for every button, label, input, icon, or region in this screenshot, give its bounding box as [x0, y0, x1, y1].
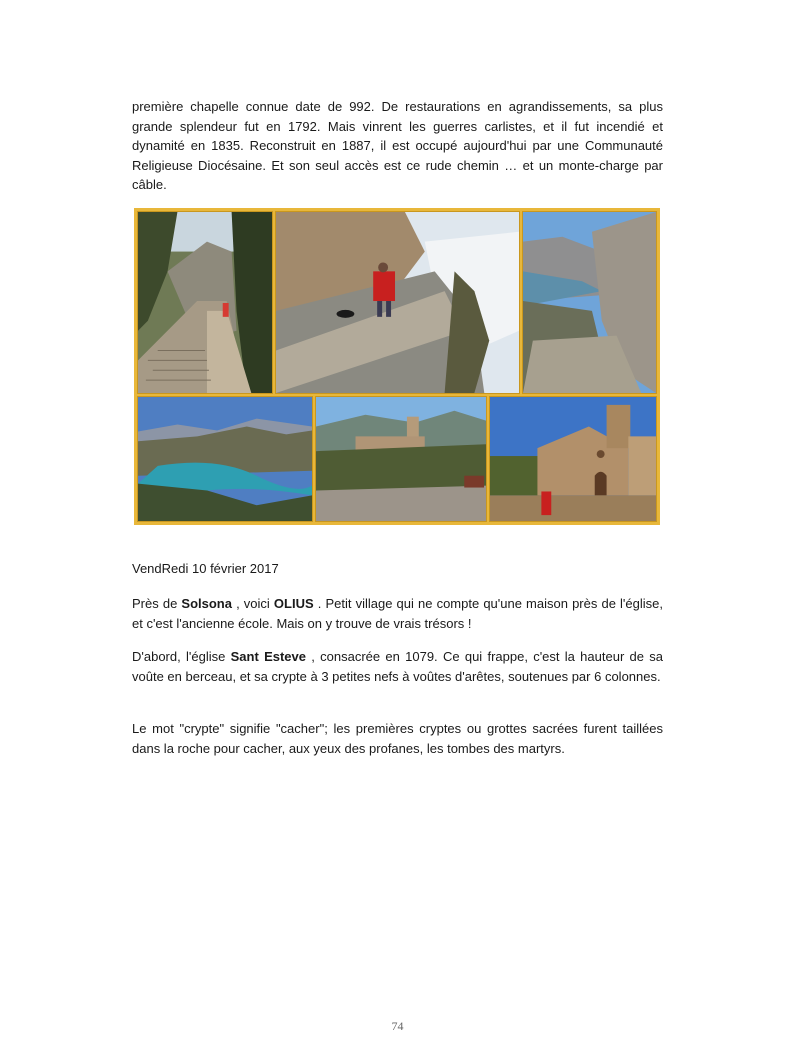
photo-stairway-path	[137, 211, 273, 394]
olius-text-mid: , voici	[231, 596, 274, 611]
paragraph-crypte: Le mot "crypte" signifie "cacher"; les premières cryptes ou grottes sacrées furent taillées dans la roche pour cacher, aux yeux des profanes, les tombes des martyrs.	[132, 721, 663, 756]
photo-romanesque-church	[489, 396, 657, 522]
photo-turquoise-reservoir	[137, 396, 313, 522]
intro-paragraph: première chapelle connue date de 992. De restaurations en agrandissements, sa plus grande splendeur fut en 1792. Mais vinrent les guerres carlistes, et il fut incendié et dynamité en 1835. Reconstruit en 1887, il est occupé aujourd'hui par une Communauté Religieuse Diocésaine. Et son seul accès est ce rude chemin … et un monte-charge par câble.	[132, 99, 663, 192]
date-heading: VendRedi 10 février 2017	[132, 561, 279, 576]
sant-esteve-text-post: , consacrée en 1079. Ce qui frappe, c'est la hauteur de sa voûte en berceau, et sa crypte à 3 petites nefs à voûtes d'arêtes, soutenues par 6 colonnes.	[132, 649, 664, 684]
paragraph-sant-esteve	[132, 647, 663, 686]
photo-village-tower	[315, 396, 487, 522]
photo-cliff-reservoir	[522, 211, 657, 394]
page-number: 74	[391, 1019, 404, 1033]
solsona-bold: Solsona	[181, 596, 232, 611]
olius-text-post: . Petit village qui ne compte qu'une maison près de l'église, et c'est l'ancienne école. Mais on y trouve de vrais trésors !	[132, 596, 663, 631]
olius-bold: OLIUS	[273, 596, 314, 611]
olius-text-pre: Près de	[132, 596, 182, 611]
sant-esteve-bold: Sant Esteve	[230, 649, 306, 664]
photo-walker-wall	[275, 211, 520, 394]
paragraph-olius	[132, 594, 663, 633]
photo-collage	[134, 208, 660, 525]
sant-esteve-text-pre: D'abord, l'église	[132, 649, 231, 664]
